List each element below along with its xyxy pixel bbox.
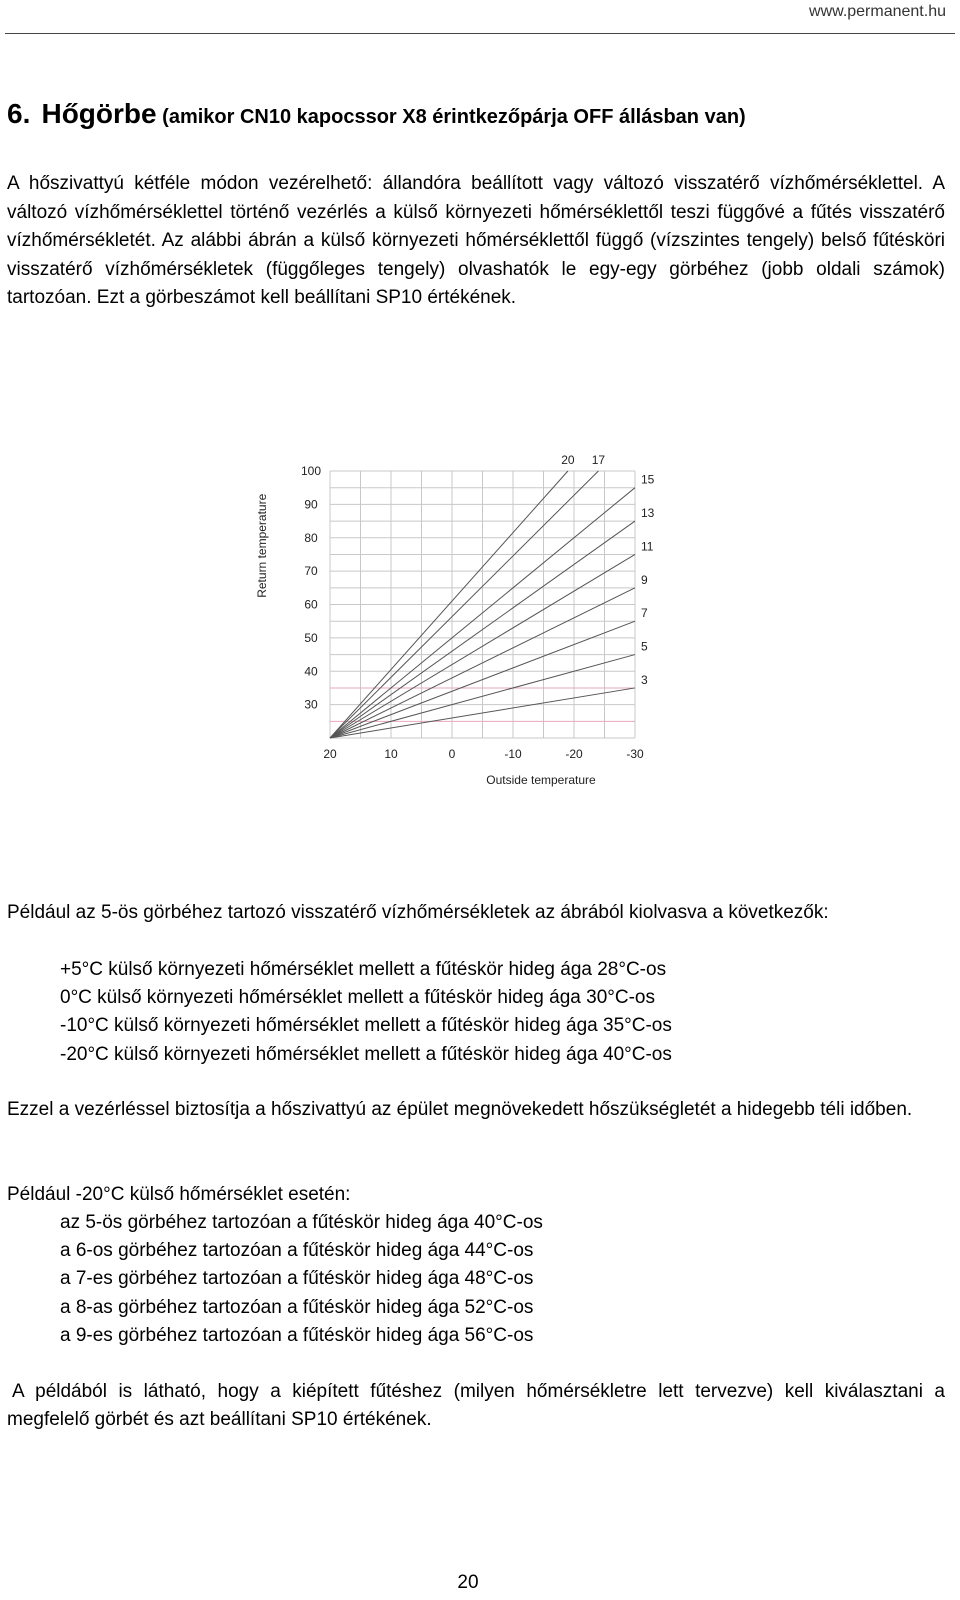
curve-label: 7 (641, 606, 648, 621)
section-title: Hőgörbe (41, 98, 157, 129)
y-tick-label: 90 (304, 497, 318, 512)
example2-list (60, 1209, 940, 1350)
x-tick-label: -30 (626, 747, 644, 761)
y-tick-label: 60 (304, 597, 318, 612)
list-item: -10°C külső környezeti hőmérséklet mellett a fűtéskör hideg ága 35°C-os (60, 1015, 672, 1037)
y-tick-label: 30 (304, 697, 318, 712)
list-item: -20°C külső környezeti hőmérséklet mellett a fűtéskör hideg ága 40°C-os (60, 1043, 672, 1065)
list-item: +5°C külső környezeti hőmérséklet mellett a fűtéskör hideg ága 28°C-os (60, 959, 667, 980)
section-heading (7, 98, 952, 130)
header-url: www.permanent.hu (809, 3, 946, 20)
list-item: a 7-es görbéhez tartozóan a fűtéskör hideg ága 48°C-os (60, 1268, 534, 1290)
list-item: 0°C külső környezeti hőmérséklet mellett a fűtéskör hideg ága 30°C-os (60, 987, 655, 1009)
heating-curve-svg (245, 450, 665, 810)
example2-lead: Például -20°C külső hőmérséklet esetén: (7, 1184, 351, 1205)
curve-label: 9 (641, 572, 648, 587)
y-tick-label: 100 (300, 464, 322, 478)
y-tick-label: 80 (304, 530, 318, 545)
x-tick-label: -20 (565, 747, 583, 761)
conclusion-paragraph: A példából is látható, hogy a kiépített fűtéshez (milyen hőmérsékletre lett tervezve) kell kiválasztani a megfelelő görbét és azt beállítani SP10 értékének. (7, 1381, 945, 1430)
y-axis-label: Return temperature (255, 493, 269, 598)
list-item: a 9-es görbéhez tartozóan a fűtéskör hideg ága 56°C-os (60, 1324, 534, 1346)
curve-label: 17 (591, 453, 606, 467)
section-subtitle: (amikor CN10 kapocssor X8 érintkezőpárja OFF állásban van) (162, 106, 746, 128)
y-tick-label: 40 (304, 664, 318, 679)
curve-label: 11 (641, 539, 654, 554)
heating-curve-chart (245, 450, 665, 810)
curve-label: 20 (561, 453, 575, 467)
curve-label: 13 (641, 506, 655, 521)
y-tick-label: 50 (304, 630, 318, 645)
intro-paragraph: A hőszivattyú kétféle módon vezérelhető: állandóra beállított vagy változó visszatérő vízhőmérséklettel. A változó vízhőmérséklettel történő vezérlés a külső környezeti hőmérséklettől teszi függővé a fűtés visszatérő vízhőmérsékletét. Az alábbi ábrán a külső környezeti hőmérséklettől függő (vízszintes tengely) belső fűtésköri visszatérő vízhőmérsékletek (függőleges tengely) olvashatók le egy-egy görbéhez (jobb oldali számok) tartozóan. Ezt a görbeszámot kell beállítani SP10 értékének. (7, 173, 945, 308)
list-item: az 5-ös görbéhez tartozóan a fűtéskör hideg ága 40°C-os (60, 1212, 543, 1233)
y-tick-label: 70 (304, 564, 318, 579)
x-tick-label: 0 (448, 747, 456, 761)
x-tick-label: -10 (504, 747, 522, 761)
example1-lead: Például az 5-ös görbéhez tartozó visszatérő vízhőmérsékletek az ábrából kiolvasva a következők: (7, 902, 829, 923)
list-item: a 6-os görbéhez tartozóan a fűtéskör hideg ága 44°C-os (60, 1240, 534, 1262)
section-number: 6. (7, 98, 31, 129)
curve-label: 15 (641, 472, 655, 487)
x-tick-label: 10 (384, 747, 398, 761)
x-tick-label: 20 (323, 747, 337, 761)
x-axis-label: Outside temperature (486, 773, 596, 787)
example1-list (60, 956, 940, 1069)
header-divider (5, 33, 955, 34)
paragraph-heat-demand: Ezzel a vezérléssel biztosítja a hőszivattyú az épület megnövekedett hőszükségletét a hidegebb téli időben. (7, 1099, 913, 1120)
curve-label: 5 (641, 639, 648, 654)
page-number: 20 (457, 1572, 479, 1593)
curve-label: 3 (641, 672, 648, 687)
list-item: a 8-as görbéhez tartozóan a fűtéskör hideg ága 52°C-os (60, 1296, 534, 1318)
